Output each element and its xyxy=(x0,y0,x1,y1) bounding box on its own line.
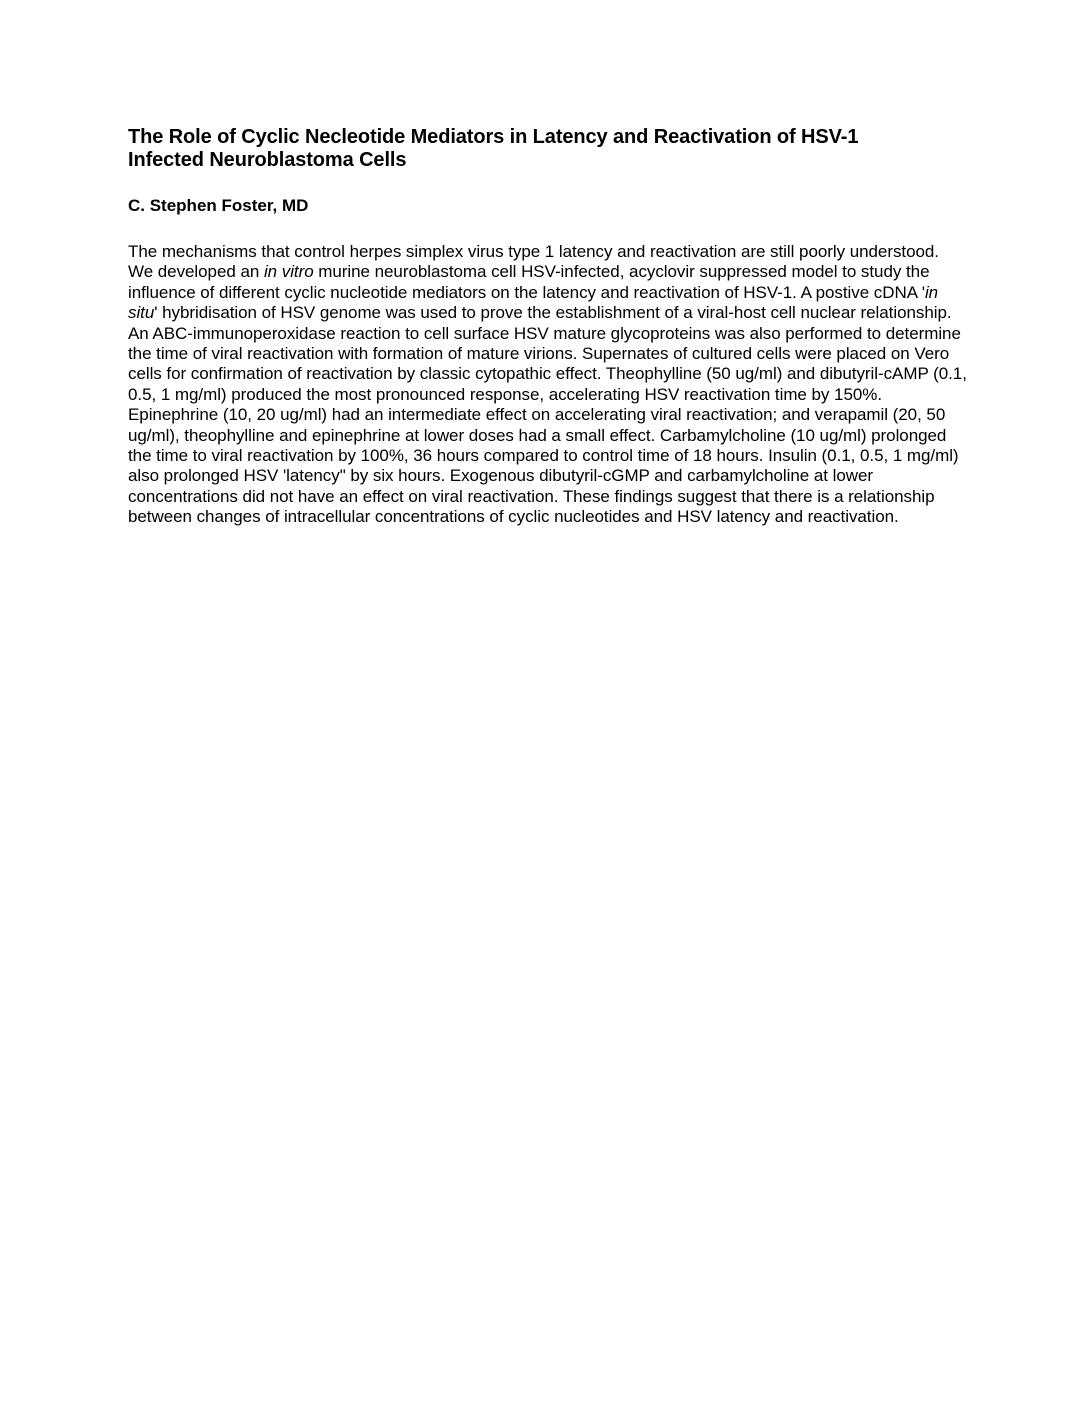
paper-abstract xyxy=(128,242,968,528)
abstract-text-3: ' hybridisation of HSV genome was used to prove the establishment of a viral-host cell nuclear relationship. An ABC-immunoperoxidase reaction to cell surface HSV mature glycoproteins was also performed to determine the time of viral reactivation with formation of mature virions. Supernates of cultured cells were placed on Vero cells for confirmation of reactivation by classic cytopathic effect. Theophylline (50 ug/ml) and dibutyril-cAMP (0.1, 0.5, 1 mg/ml) produced the most pronounced response, accelerating HSV reactivation time by 150%. Epinephrine (10, 20 ug/ml) had an intermediate effect on accelerating viral reactivation; and verapamil (20, 50 ug/ml), theophylline and epinephrine at lower doses had a small effect. Carbamylcholine (10 ug/ml) prolonged the time to viral reactivation by 100%, 36 hours compared to control time of 18 hours. Insulin (0.1, 0.5, 1 mg/ml) also prolonged HSV 'latency" by six hours. Exogenous dibutyril-cGMP and carbamylcholine at lower concentrations did not have an effect on viral reactivation. These findings suggest that there is a relationship between changes of intracellular concentrations of cyclic nucleotides and HSV latency and reactivation. xyxy=(128,303,967,527)
paper-author: C. Stephen Foster, MD xyxy=(128,196,309,215)
paper-title-line-2: Infected Neuroblastoma Cells xyxy=(128,149,407,171)
abstract-italic-in-situ: in situ xyxy=(128,282,939,323)
paper-page xyxy=(128,126,968,528)
abstract-text-2: murine neuroblastoma cell HSV-infected, acyclovir suppressed model to study the influence of different cyclic nucleotide mediators on the latency and reactivation of HSV-1. A postive cDNA ' xyxy=(128,262,930,302)
abstract-italic-in-vitro: in vitro xyxy=(263,262,314,282)
abstract-text-1: The mechanisms that control herpes simplex virus type 1 latency and reactivation are still poorly understood. We developed an xyxy=(128,242,939,282)
paper-title-line-1: The Role of Cyclic Necleotide Mediators in Latency and Reactivation of HSV-1 xyxy=(128,126,859,148)
paper-title xyxy=(128,126,968,172)
